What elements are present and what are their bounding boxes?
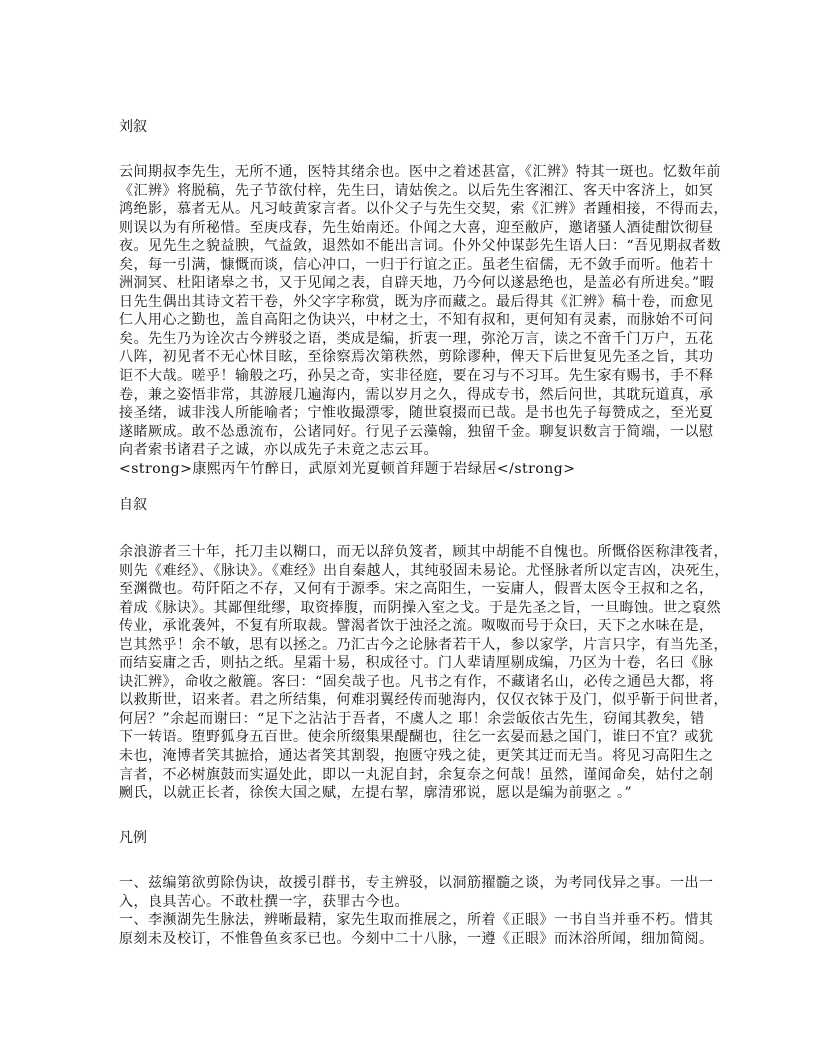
text-line: 原刻未及校订，不惟鲁鱼亥豕已也。今刻中二十八脉，一遵《正眼》而沐浴所闻，细加简阅。 <box>119 930 714 947</box>
text-line: 余浪游者三十年，托刀圭以糊口，而无以辞负笈者，顾其中胡能不自愧也。所慨俗医称津筏者， <box>119 544 728 560</box>
section-body <box>119 543 729 803</box>
section-body <box>119 874 719 948</box>
text-line: 八阵，初见者不无心怵目眩，至徐察焉次第秩然，剪除谬种，俾天下后世复见先圣之旨，其功 <box>119 349 714 366</box>
text-line: 入，良具苦心。不敢杜撰一字，获罪古今也。 <box>119 893 409 910</box>
text-line: 一、李濒湖先生脉法，辨晰最精，家先生取而推展之，所着《正眼》一书自当并垂不朽。惜其 <box>119 912 714 929</box>
text-line: 未也，淹博者笑其摭拾，通达者笑其割裂，抱匮守残之徒，更笑其迂而无当。将见习高阳生之 <box>119 748 714 765</box>
text-line: 卷，兼之姿悟非常，其游屐几遍海内，需以岁月之久，得成专书，然后问世，其耽玩道真，承 <box>119 386 714 403</box>
text-line: 鸿绝影，慕者无从。凡习岐黄家言者。以仆父子与先生交契，索《汇辨》者踵相接，不得而去， <box>119 201 728 218</box>
text-line: 劂氏，以就正长者，徐俟大国之赋，左提右挈，廓清邪说，愿以是编为前驱之 。” <box>119 785 633 802</box>
section-heading: 凡例 <box>119 830 147 846</box>
text-line: 下一转语。堕野狐身五百世。使余所缀集果醍醐也，往乞一玄晏而悬之国门，谁曰不宜？或犹 <box>119 729 714 746</box>
text-line: 矣。先生乃为诠次古今辨驳之语，类成是编，折衷一理，弥沦万言，读之不啻千门万户，五花 <box>119 330 714 347</box>
text-line: 矣，每一引满，慷慨而谈，信心冲口，一归于行谊之正。虽老生宿儒，无不敛手而听。他若十 <box>119 256 714 273</box>
text-line: 向者索书诸君子之诚，亦以成先子未竟之志云耳。 <box>119 442 438 459</box>
text-line: 诀汇辨》，命收之敝簏。客曰：“固矣哉子也。凡书之有作，不藏诸名山，必传之通邑大都，将 <box>119 673 715 690</box>
text-line: 日先生偶出其诗文若干卷，外父字字称赏，既为序而藏之。最后得其《汇辨》稿十卷，而愈见 <box>119 293 714 310</box>
text-line: 一、兹编第欲剪除伪诀，故援引群书，专主辨驳，以洞筋擢髓之谈，为考同伐异之事。一出一 <box>119 875 714 891</box>
text-line: <strong>康熙丙午竹醉日，武原刘光夏顿首拜题于岩绿居</strong> <box>119 460 576 477</box>
text-line: 遂睹厥成。敢不怂恿流布，公诸同好。行见子云藻翰，独留千金。聊复识数言于简端，一以慰 <box>119 423 714 440</box>
text-line: 讵不大哉。嗟乎！输般之巧，孙吴之奇，实非径庭，要在习与不习耳。先生家有赐书，手不释 <box>119 368 714 385</box>
text-line: 仁人用心之勤也，盖自高阳之伪诀兴，中材之士，不知有叔和，更何知有灵素，而脉始不可问 <box>119 312 714 329</box>
text-line: 接圣绪，诚非浅人所能喻者；宁惟收撮漂零，随世裒掇而已哉。是书也先子每赞成之，至光夏 <box>119 405 714 422</box>
section-heading: 自叙 <box>119 497 147 513</box>
text-line: 夜。见先生之貌益腴，气益敛，退然如不能出言词。仆外父仲谋彭先生语人曰：“吾见期叔者数 <box>119 238 722 255</box>
text-line: 以救斯世，诏来者。君之所结集，何难羽翼经传而驰海内，仅仅衣钵于及门，似乎靳于问世者， <box>119 692 728 709</box>
section-body <box>119 163 728 478</box>
text-line: 而结妄庸之舌，则拈之纸。星霜十易，积成径寸。门人辈请厘剔成编，乃区为十卷，名曰《脉 <box>119 655 714 672</box>
text-line: 云间期叔李先生，无所不通，医特其绪余也。医中之着述甚富，《汇辨》特其一斑也。忆数年前 <box>119 164 721 180</box>
text-line: 洲洞冥、杜阳诸皋之书，又于见闻之表，自辟天地，乃今何以遂悬绝也，是盖必有所进矣。”暇 <box>119 275 715 292</box>
text-line: 则先《难经》、《脉诀》。《难经》出自秦越人，其纯驳固未易论。尤怪脉者所以定吉凶，决死生， <box>119 562 729 579</box>
text-line: 岂其然乎！余不敏，思有以拯之。乃汇古今之论脉者若干人，参以家学，片言只字，有当先圣， <box>119 636 728 653</box>
section-heading: 刘叙 <box>119 119 147 135</box>
text-line: 则误以为有所秘惜。至庚戌春，先生始南还。仆闻之大喜，迎至敝庐，邀诸骚人酒徒酣饮彻昼 <box>119 219 714 236</box>
text-line: 何居？”余起而谢曰：“足下之沾沾于吾者，不虞人之 耶！余尝皈依古先生，窃闻其教矣，错 <box>119 710 705 727</box>
text-line: 言者，不必树旗鼓而实逼处此，即以一丸泥自封，余复奈之何哉！虽然，谨闻命矣，姑付之剞 <box>119 766 714 783</box>
text-line: 传业，承讹袭舛，不复有所取裁。譬渴者饮于浊泾之流。呶呶而号于众曰，天下之水味在是， <box>119 618 714 635</box>
text-line: 着成《脉诀》。其鄙俚纰缪，取资捧腹，而阴操入室之戈。于是先圣之旨，一旦晦蚀。世之裒然 <box>119 599 721 616</box>
text-line: 至渊微也。苟阡陌之不存，又何有于源季。宋之高阳生，一妄庸人，假晋太医令王叔和之名， <box>119 581 714 598</box>
text-line: 《汇辨》将脱稿，先子节欲付梓，先生曰，请姑俟之。以后先生客湘江、客天中客济上，如冥 <box>119 182 714 199</box>
